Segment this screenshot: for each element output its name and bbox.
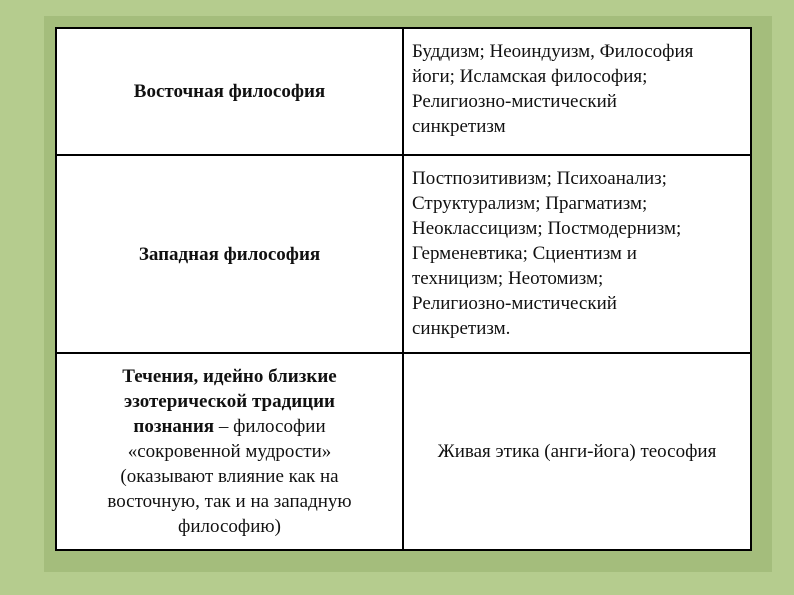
table-cell-western-category — [57, 156, 404, 354]
eastern-philosophy-label: Восточная философия — [133, 81, 326, 102]
eastern-currents-text: Буддизм; Неоиндуизм, Философия йоги; Исламская философия; Религиозно-мистический синкретизм — [412, 41, 694, 137]
table-cell-eastern-category — [57, 29, 404, 156]
western-philosophy-label: Западная философия — [138, 243, 321, 265]
esoteric-category-text — [107, 364, 351, 539]
esoteric-currents-text: Живая этика (анги-йога) теософия — [437, 441, 717, 462]
table-cell-esoteric-currents — [404, 354, 750, 549]
table-cell-western-currents — [404, 156, 750, 354]
esoteric-category-rest: – философии «сокровенной мудрости» (оказывают влияние как на восточную, так и на западную философию) — [107, 416, 352, 537]
table-cell-eastern-currents — [404, 29, 750, 156]
philosophy-table — [55, 27, 752, 551]
table-cell-esoteric-category — [57, 354, 404, 549]
esoteric-category-bold: Течения, идейно близкие эзотерической традиции познания — [122, 366, 337, 437]
western-currents-text: Постпозитивизм; Психоанализ; Структурализм; Прагматизм; Неоклассицизм; Постмодернизм; Герменевтика; Сциентизм и техницизм; Неотомизм; Религиозно-мистический синкретизм. — [412, 168, 682, 339]
